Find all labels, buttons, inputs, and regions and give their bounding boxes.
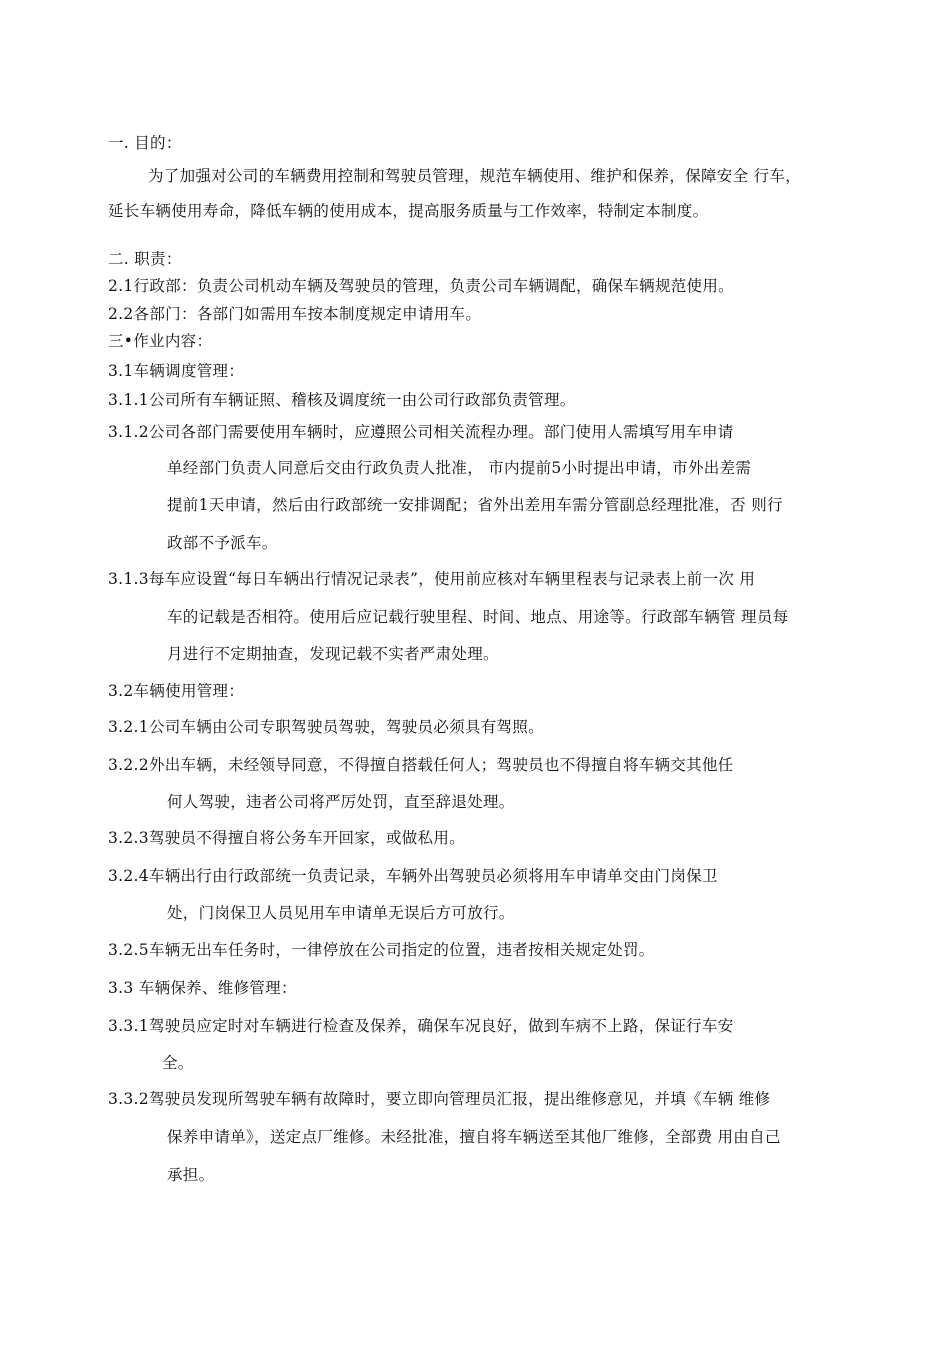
clause-line: 3.1.2公司各部门需要使用车辆时，应遵照公司相关流程办理。部门使用人需填写用车申请 xyxy=(108,423,734,441)
clause-continuation: 车的记载是否相符。使用后应记载行驶里程、时间、地点、用途等。行政部车辆管 理员每 xyxy=(167,608,789,626)
purpose-paragraph-line: 为了加强对公司的车辆费用控制和驾驶员管理，规范车辆使用、维护和保养，保障安全 行车， xyxy=(148,167,802,185)
clause-continuation: 提前1天申请，然后由行政部统一安排调配；省外出差用车需分管副总经理批准，否 则行 xyxy=(167,496,783,514)
clause-line: 3.2.1公司车辆由公司专职驾驶员驾驶，驾驶员必须具有驾照。 xyxy=(108,718,544,736)
subsection-heading: 3.3 车辆保养、维修管理： xyxy=(108,979,297,997)
clause-continuation: 月进行不定期抽查，发现记载不实者严肃处理。 xyxy=(167,645,499,663)
purpose-paragraph-line: 延长车辆使用寿命，降低车辆的使用成本，提高服务质量与工作效率，特制定本制度。 xyxy=(108,202,709,220)
clause-continuation: 单经部门负责人同意后交由行政负责人批准， 市内提前5小时提出申请，市外出差需 xyxy=(167,459,752,477)
clause-line: 3.2.3驾驶员不得擅自将公务车开回家，或做私用。 xyxy=(108,829,465,847)
responsibility-item: 2.1行政部：负责公司机动车辆及驾驶员的管理，负责公司车辆调配，确保车辆规范使用。 xyxy=(108,277,734,295)
section-2-heading: 二. 职责： xyxy=(108,250,182,268)
clause-line: 3.2.2外出车辆，未经领导同意，不得擅自搭载任何人；驾驶员也不得擅自将车辆交其他任 xyxy=(108,756,734,774)
clause-line: 3.1.3每车应设置“每日车辆出行情况记录表”，使用前应核对车辆里程表与记录表上前一次 用 xyxy=(108,570,756,588)
clause-line: 3.3.2驾驶员发现所驾驶车辆有故障时，要立即向管理员汇报，提出维修意见，并填《车辆 维修 xyxy=(108,1090,771,1108)
responsibility-item: 2.2各部门：各部门如需用车按本制度规定申请用车。 xyxy=(108,305,482,323)
clause-line: 3.1.1公司所有车辆证照、稽核及调度统一由公司行政部负责管理。 xyxy=(108,391,576,409)
section-3-heading: 三•作业内容： xyxy=(108,332,213,350)
clause-continuation: 全。 xyxy=(162,1054,194,1072)
clause-line: 3.2.4车辆出行由行政部统一负责记录，车辆外出驾驶员必须将用车申请单交由门岗保卫 xyxy=(108,867,718,885)
clause-continuation: 保养申请单》，送定点厂维修。未经批准，擅自将车辆送至其他厂维修，全部费 用由自己 xyxy=(167,1128,781,1146)
clause-continuation: 政部不予派车。 xyxy=(167,534,278,552)
clause-line: 3.3.1驾驶员应定时对车辆进行检查及保养，确保车况良好，做到车病不上路，保证行车安 xyxy=(108,1017,734,1035)
clause-line: 3.2.5车辆无出车任务时，一律停放在公司指定的位置，违者按相关规定处罚。 xyxy=(108,941,655,959)
subsection-heading: 3.1车辆调度管理： xyxy=(108,362,245,380)
clause-continuation: 何人驾驶，违者公司将严厉处罚，直至辞退处理。 xyxy=(167,793,515,811)
section-1-heading: 一. 目的： xyxy=(108,134,182,152)
clause-continuation: 处，门岗保卫人员见用车申请单无误后方可放行。 xyxy=(167,904,515,922)
clause-continuation: 承担。 xyxy=(167,1166,215,1184)
subsection-heading: 3.2车辆使用管理： xyxy=(108,682,245,700)
